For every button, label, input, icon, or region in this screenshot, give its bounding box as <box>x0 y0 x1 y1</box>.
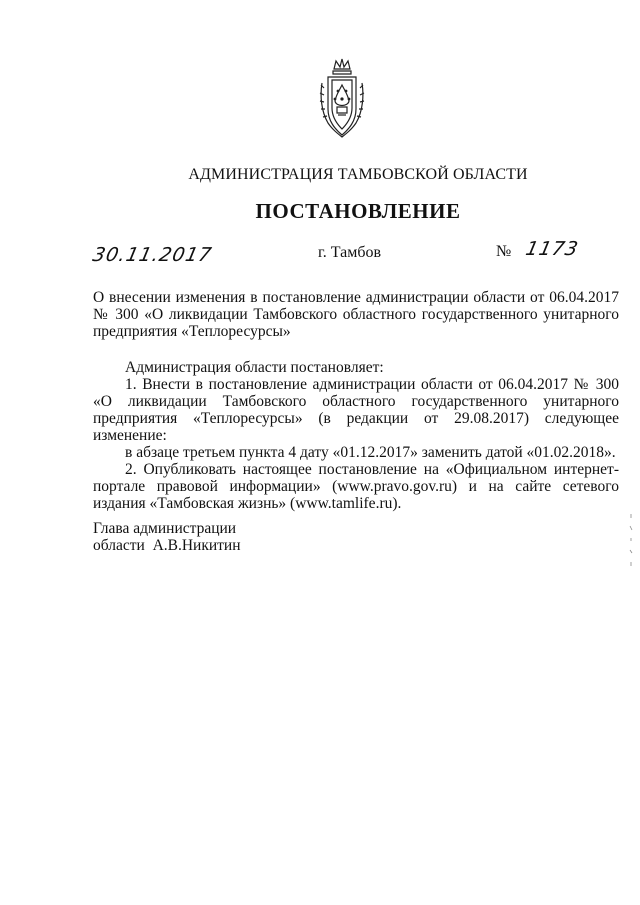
signature-block <box>93 520 241 554</box>
document-subject: О внесении изменения в постановление администрации области от 06.04.2017 № 300 «О ликвидации Тамбовского областного государственного унитарного предприятия «Теплоресурсы» <box>93 289 619 340</box>
number-sign: № <box>496 243 512 260</box>
document-type: ПОСТАНОВЛЕНИЕ <box>255 199 461 223</box>
signature-title: Глава администрации <box>93 520 237 537</box>
handwritten-number: 1173 <box>523 238 581 260</box>
body-paragraph: в абзаце третьем пункта 4 дату «01.12.2017» заменить датой «01.02.2018». <box>125 444 616 461</box>
handwritten-date: 30.11.2017 <box>90 244 215 266</box>
city-label: г. Тамбов <box>318 244 382 261</box>
coat-of-arms-icon <box>318 55 366 143</box>
organization-name: АДМИНИСТРАЦИЯ ТАМБОВСКОЙ ОБЛАСТИ <box>188 166 528 183</box>
body-paragraph: 1. Внести в постановление администрации области от 06.04.2017 № 300 «О ликвидации Тамбовского областного государственного унитарного предприятия «Теплоресурсы» (в редакции от 29.08.2017) следующее изменение: <box>93 376 619 444</box>
body-paragraph: 2. Опубликовать настоящее постановление на «Официальном интернет-портале правовой информации» (www.pravo.gov.ru) и на сайте сетевого издания «Тамбовская жизнь» (www.tamlife.ru). <box>93 461 619 512</box>
signature-name: области А.В.Никитин <box>93 537 241 554</box>
body-paragraph: Администрация области постановляет: <box>125 359 384 376</box>
scan-margin-marks <box>626 512 636 572</box>
document-body <box>93 359 619 512</box>
